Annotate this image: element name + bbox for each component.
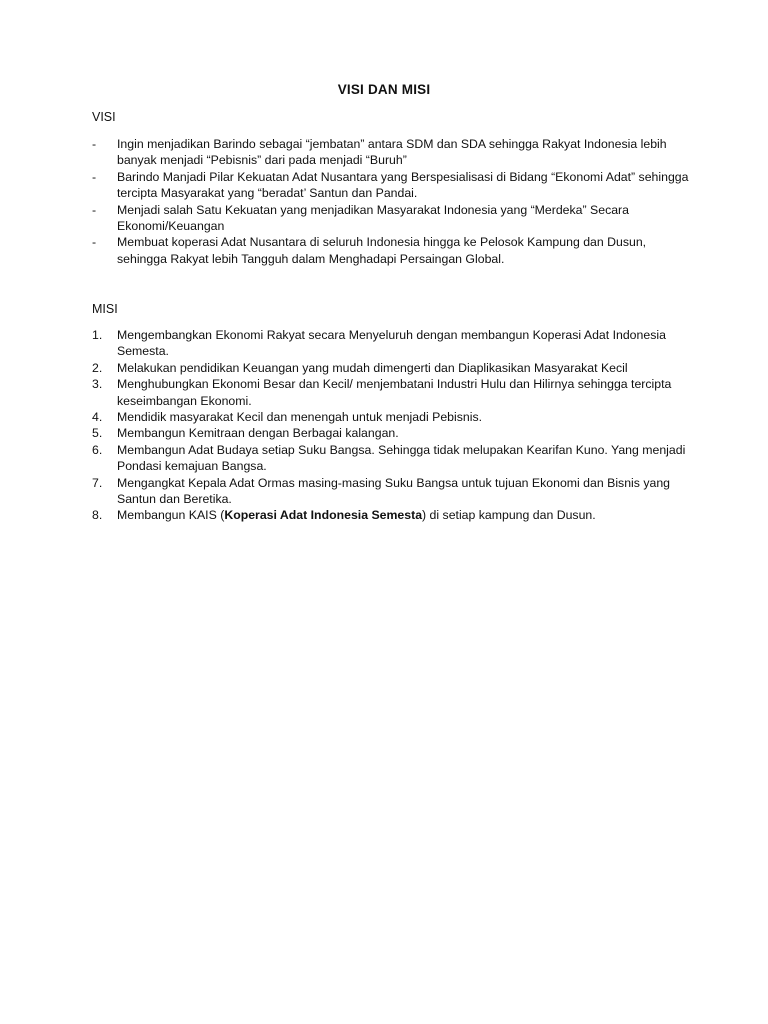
misi-item-text-after: ) di setiap kampung dan Dusun. (422, 508, 596, 523)
misi-item-text: Mengangkat Kepala Adat Ormas masing-masing Suku Bangsa untuk tujuan Ekonomi dan Bisnis yang Santun dan Beretika. (117, 475, 670, 507)
visi-list (92, 136, 692, 267)
misi-item-text-bold: Koperasi Adat Indonesia Semesta (224, 508, 423, 523)
misi-item (92, 360, 692, 376)
misi-item-text (117, 508, 596, 522)
misi-item (92, 327, 692, 360)
misi-item (92, 475, 692, 508)
misi-heading: MISI (92, 302, 118, 316)
misi-item (92, 376, 692, 409)
list-number: 2. (92, 360, 103, 375)
misi-item-text: Melakukan pendidikan Keuangan yang mudah dimengerti dan Diaplikasikan Masyarakat Kecil (117, 360, 628, 375)
visi-item-text: Menjadi salah Satu Kekuatan yang menjadikan Masyarakat Indonesia yang “Merdeka” Secara Ekonomi/Keuangan (117, 202, 629, 234)
visi-item (92, 136, 692, 169)
list-number: 6. (92, 442, 103, 457)
bullet-dash: - (92, 137, 97, 151)
visi-item-text: Ingin menjadikan Barindo sebagai “jembatan” antara SDM dan SDA sehingga Rakyat Indonesia lebih banyak menjadi “Pebisnis” dari pada menjadi “Buruh” (117, 137, 667, 168)
visi-item-text: Barindo Manjadi Pilar Kekuatan Adat Nusantara yang Berspesialisasi di Bidang “Ekonomi Adat” sehingga tercipta Masyarakat yang “beradat’ Santun dan Pandai. (117, 169, 689, 201)
misi-item-text: Membangun Adat Budaya setiap Suku Bangsa. Sehingga tidak melupakan Kearifan Kuno. Yang menjadi Pondasi kemajuan Bangsa. (117, 442, 686, 474)
list-number: 1. (92, 328, 103, 342)
misi-item (92, 409, 692, 425)
bullet-dash: - (92, 202, 97, 217)
misi-item (92, 442, 692, 475)
bullet-dash: - (92, 169, 97, 184)
list-number: 8. (92, 508, 103, 523)
visi-item (92, 234, 692, 267)
visi-item (92, 202, 692, 235)
bullet-dash: - (92, 235, 97, 250)
list-number: 4. (92, 410, 103, 425)
list-number: 7. (92, 475, 103, 490)
visi-item (92, 169, 692, 202)
misi-item (92, 507, 692, 523)
misi-item-text: Mendidik masyarakat Kecil dan menengah untuk menjadi Pebisnis. (117, 410, 483, 425)
misi-item-text-before: Membangun KAIS ( (117, 508, 225, 523)
visi-heading: VISI (92, 110, 116, 124)
list-number: 5. (92, 426, 103, 441)
visi-item-text: Membuat koperasi Adat Nusantara di seluruh Indonesia hingga ke Pelosok Kampung dan Dusun, sehingga Rakyat lebih Tangguh dalam Menghadapi Persaingan Global. (117, 235, 647, 266)
list-number: 3. (92, 377, 103, 392)
misi-list (92, 327, 692, 524)
misi-item-text: Mengembangkan Ekonomi Rakyat secara Menyeluruh dengan membangun Koperasi Adat Indonesia Semesta. (117, 328, 666, 359)
misi-item-text: Menghubungkan Ekonomi Besar dan Kecil/ menjembatani Industri Hulu dan Hilirnya sehingga tercipta keseimbangan Ekonomi. (117, 377, 672, 408)
misi-item (92, 425, 692, 441)
document-title: VISI DAN MISI (337, 82, 431, 97)
misi-item-text: Membangun Kemitraan dengan Berbagai kalangan. (117, 426, 399, 441)
